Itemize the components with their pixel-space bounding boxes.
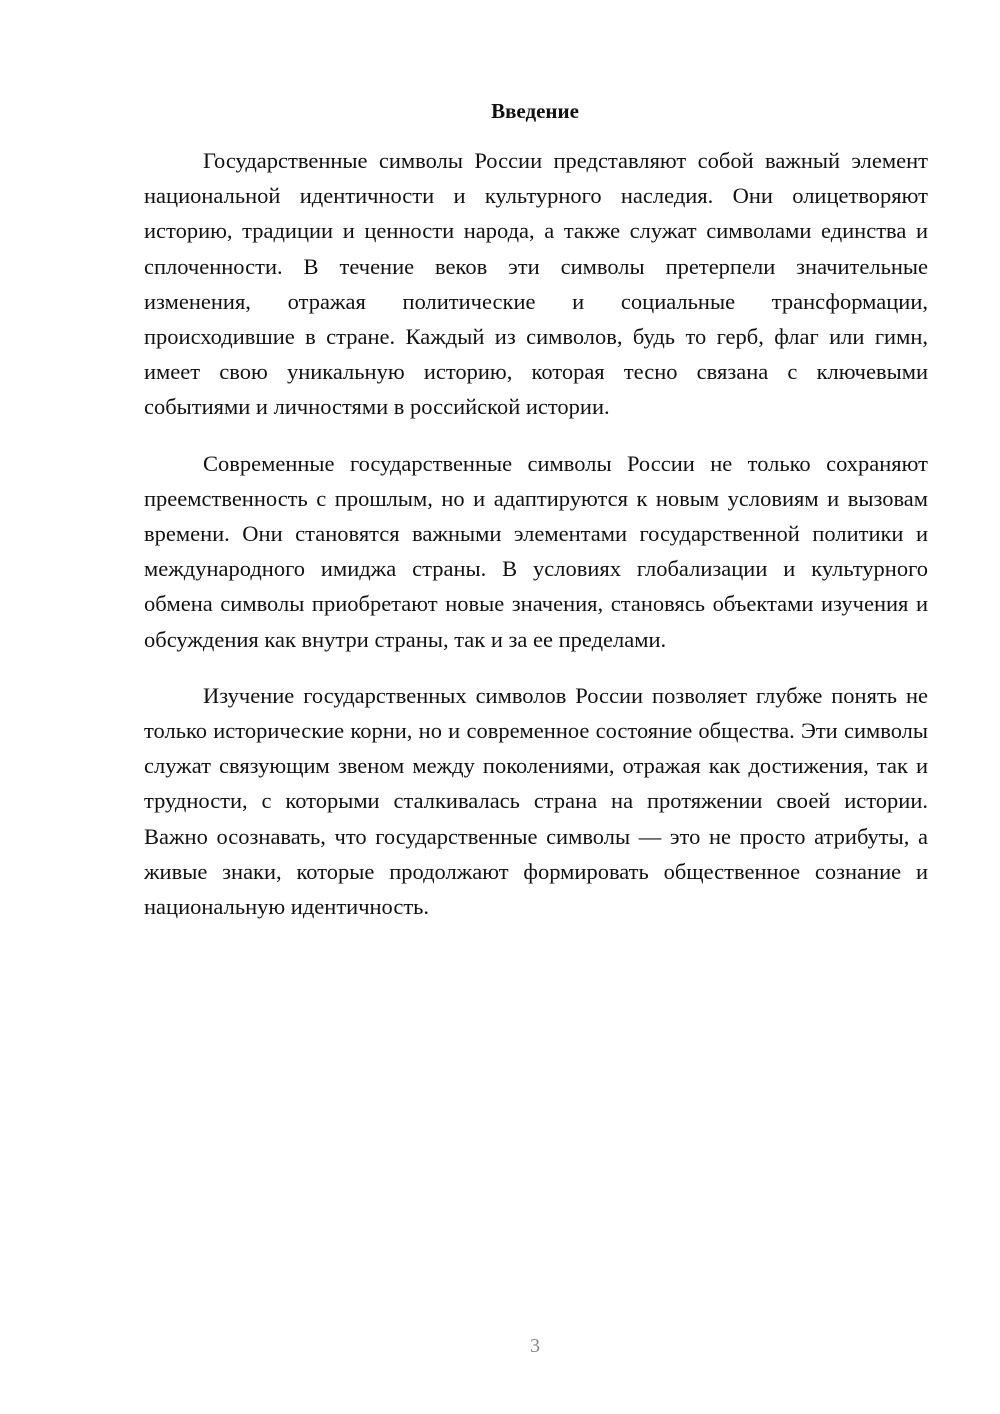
page-title: Введение [491, 99, 579, 123]
page-number: 3 [530, 1335, 540, 1357]
paragraph-1: Государственные символы России представляют собой важный элемент национальной идентичности и культурного наследия. Они олицетворяют историю, традиции и ценности народа, а также служат символами единства и сплоченности. В течение веков эти символы претерпели значительные изменения, отражая политические и социальные трансформации, происходившие в стране. Каждый из символов, будь то герб, флаг или гимн, имеет свою уникальную историю, которая тесно связана с ключевыми событиями и личностями в российской истории. [144, 148, 928, 420]
paragraph-2: Современные государственные символы России не только сохраняют преемственность с прошлым, но и адаптируются к новым условиям и вызовам времени. Они становятся важными элементами государственной политики и международного имиджа страны. В условиях глобализации и культурного обмена символы приобретают новые значения, становясь объектами изучения и обсуждения как внутри страны, так и за ее пределами. [144, 450, 928, 652]
paragraph-3: Изучение государственных символов России позволяет глубже понять не только исторические корни, но и современное состояние общества. Эти символы служат связующим звеном между поколениями, отражая как достижения, так и трудности, с которыми сталкивалась страна на протяжении своей истории. Важно осознавать, что государственные символы — это не просто атрибуты, а живые знаки, которые продолжают формировать общественное сознание и национальную идентичность. [144, 682, 928, 920]
body-text [144, 143, 928, 945]
